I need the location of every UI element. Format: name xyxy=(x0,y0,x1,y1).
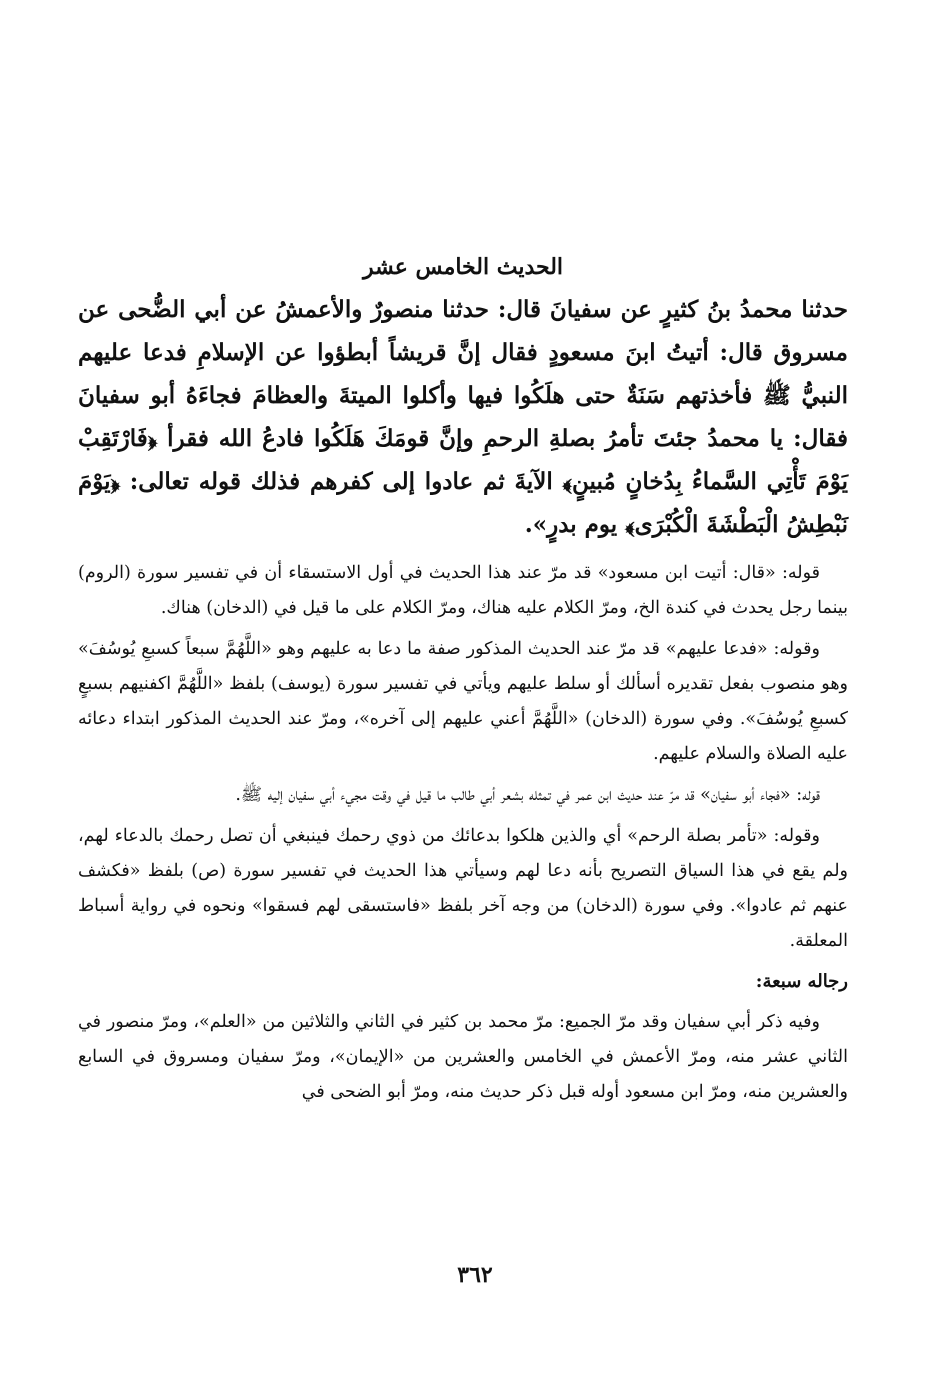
narrators-heading: رجاله سبعة: xyxy=(755,971,848,992)
commentary-paragraph-1: قوله: «قال: أتيت ابن مسعود» قد مرّ عند هذا الحديث في أول الاستسقاء أن في تفسير سورة (الروم) بينما رجل يحدث في كندة الخ، ومرّ الكلام عليه هناك، ومرّ الكلام على ما قيل في (الدخان) هناك. xyxy=(78,563,848,618)
page-body xyxy=(78,250,848,1116)
commentary-paragraph-2: وقوله: «فدعا عليهم» قد مرّ عند الحديث المذكور صفة ما دعا به عليهم وهو «اللَّهُمَّ سبعاً كسبعِ يُوسُفَ» وهو منصوب بفعل تقديره أسألك أو سلط عليهم ويأتي في تفسير سورة (يوسف) بلفظ «اللَّهُمَّ اكفنيهم بسبعٍ كسبعِ يُوسُفَ». وفي سورة (الدخان) «اللَّهُمَّ أعني عليهم إلى آخره»، ومرّ عند الحديث المذكور ابتداء دعائه عليه الصلاة والسلام عليهم. xyxy=(78,639,848,764)
narrators-paragraph: وفيه ذكر أبي سفيان وقد مرّ الجميع: مرّ محمد بن كثير في الثاني والثلاثين من «العلم»، ومرّ منصور في الثاني عشر منه، ومرّ الأعمش في الخامس والعشرين من «الإيمان»، ومرّ سفيان ومسروق في السابع والعشرين منه، ومرّ ابن مسعود أوله قبل ذكر حديث منه، ومرّ أبو الضحى في xyxy=(78,1012,848,1102)
page-number: ٣٦٢ xyxy=(457,1262,493,1288)
commentary-paragraph-4: وقوله: «تأمر بصلة الرحم» أي والذين هلكوا بدعائك من ذوي رحمك فينبغي أن تصل رحمك بالدعاء لهم، ولم يقع في هذا السياق التصريح بأنه دعا لهم وسيأتي هذا الحديث في تفسير سورة (ص) بلفظ «فكشف عنهم ثم عادوا». وفي سورة (الدخان) من وجه آخر بلفظ «فاستسقى لهم فسقوا» ونحوه في رواية أسباط المعلقة. xyxy=(78,826,848,951)
chapter-heading: الحديث الخامس عشر xyxy=(362,254,564,280)
commentary-paragraph-3: قوله: «فجاء أبو سفيان» قد مرّ عند حديث ابن عمر في تمثله بشعر أبي طالب ما قيل في وقت مجيء أبي سفيان إليه ﷺ. xyxy=(235,785,820,805)
hadith-text: حدثنا محمدُ بنُ كثيرٍ عن سفيانَ قال: حدثنا منصورٌ والأعمشُ عن أبي الضُّحى عن مسروق قال: أتيتُ ابنَ مسعودٍ فقال إنَّ قريشاً أبطؤوا عن الإسلامِ فدعا عليهم النبيُّ ﷺ فأخذتهم سَنَةٌ حتى هلَكُوا فيها وأكلوا الميتةَ والعظامَ فجاءَهُ أبو سفيانَ فقال: يا محمدُ جئتَ تأمرُ بصلةِ الرحمِ وإنَّ قومَكَ هَلَكُوا فادعُ الله فقرأ ﴿فَارْتَقِبْ يَوْمَ تَأْتِي السَّماءُ بِدُخانٍ مُبينٍ﴾ الآيةَ ثم عادوا إلى كفرهم فذلك قوله تعالى: ﴿يَوْمَ نَبْطِشُ الْبَطْشَةَ الْكُبْرَى﴾ يوم بدرٍ». xyxy=(78,296,848,538)
